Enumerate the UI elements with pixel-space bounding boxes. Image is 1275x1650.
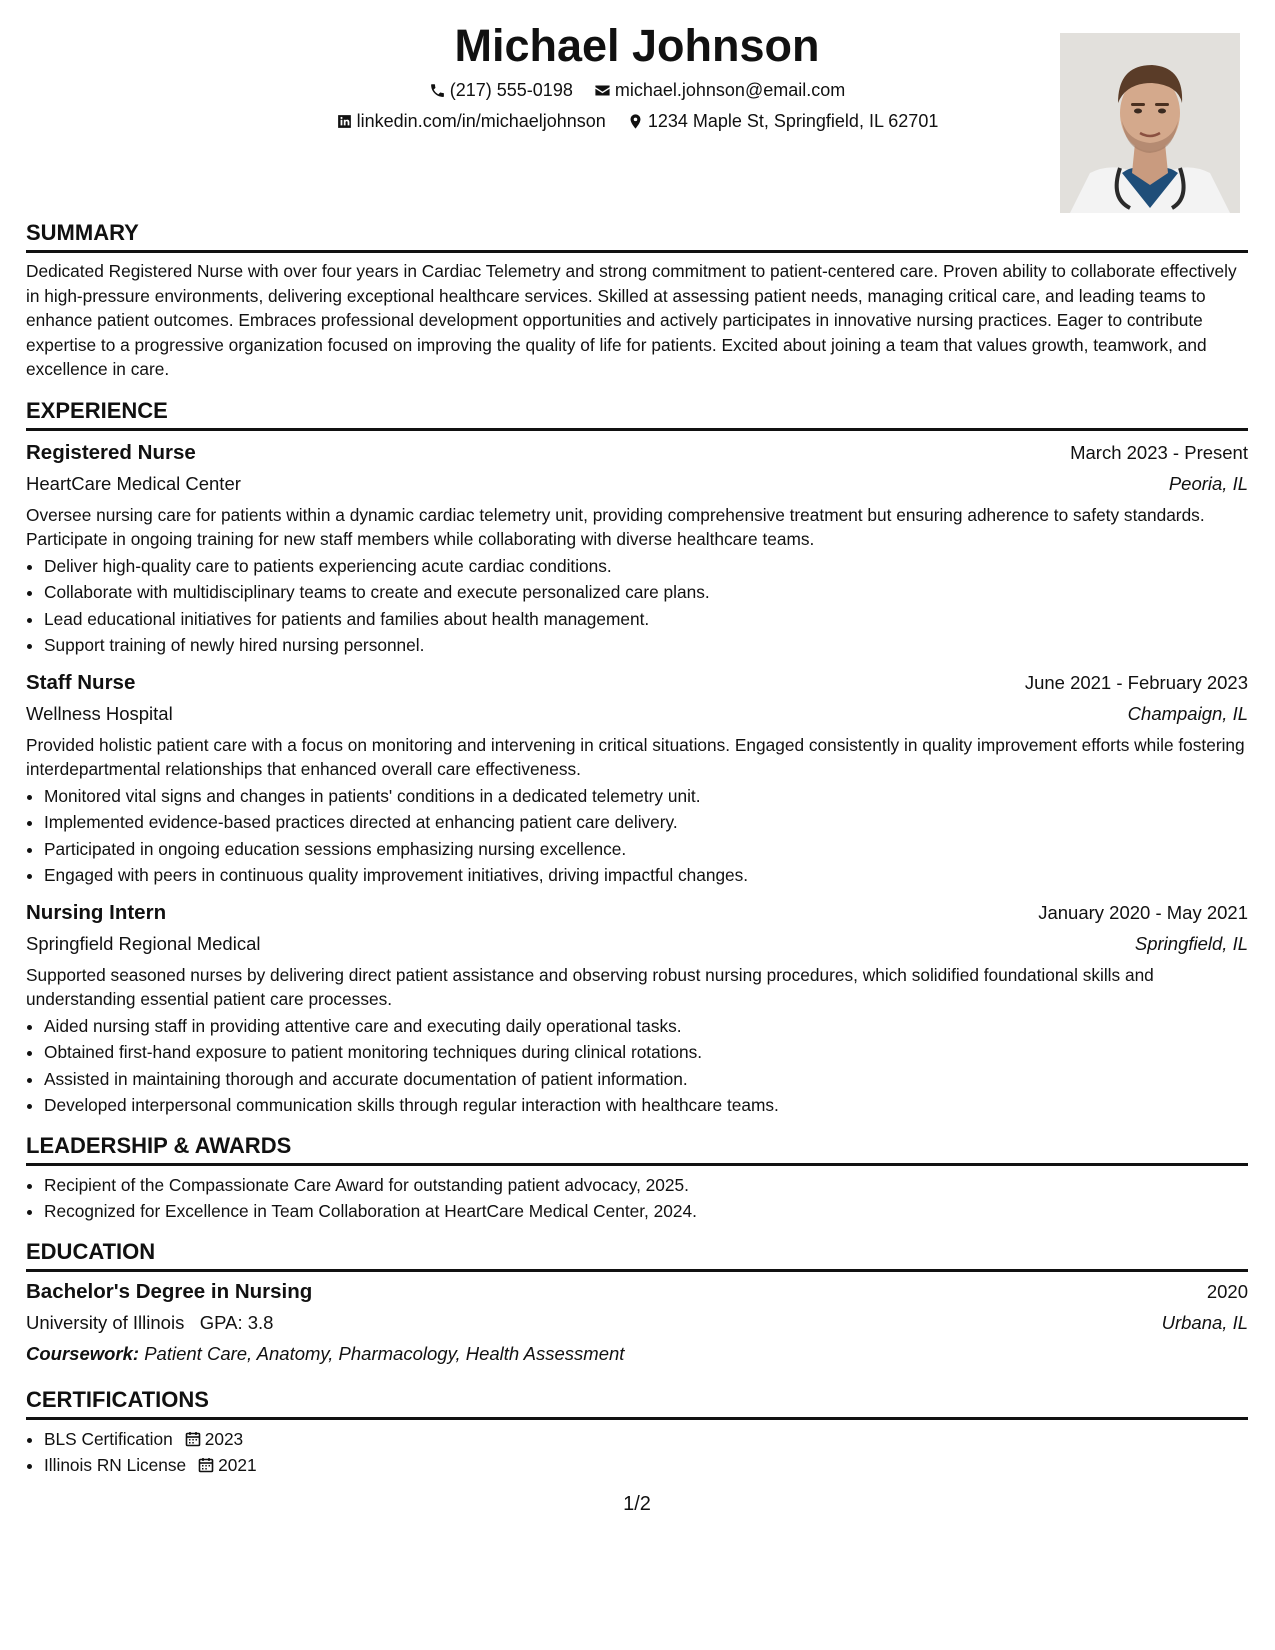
job-title: Registered Nurse (26, 440, 196, 464)
leadership-section (26, 1133, 1248, 1225)
certifications-list (26, 1426, 1248, 1479)
list-item: • Recognized for Excellence in Team Collaboration at HeartCare Medical Center, 2024. (44, 1198, 1248, 1225)
list-item: • Monitored vital signs and changes in patients' conditions in a dedicated telemetry unit. (44, 783, 1248, 810)
profile-photo (1060, 33, 1240, 213)
section-title-leadership: LEADERSHIP & AWARDS (26, 1133, 1248, 1166)
job-entry (26, 437, 1248, 659)
list-item: • Deliver high-quality care to patients experiencing acute cardiac conditions. (44, 553, 1248, 580)
list-item: • Support training of newly hired nursing personnel. (44, 632, 1248, 659)
education-section (26, 1239, 1248, 1369)
school-location: Urbana, IL (1161, 1311, 1248, 1333)
degree-title: Bachelor's Degree in Nursing (26, 1279, 313, 1303)
graduation-year: 2020 (1206, 1280, 1248, 1302)
job-title: Nursing Intern (26, 900, 167, 924)
contact-phone (429, 80, 573, 101)
list-item: • Recipient of the Compassionate Care Award for outstanding patient advocacy, 2025. (44, 1172, 1248, 1199)
summary-section (26, 220, 1248, 382)
calendar-icon (198, 1457, 214, 1473)
cert-year: 2023 (204, 1428, 244, 1449)
job-description: Supported seasoned nurses by delivering direct patient assistance and observing robust nursing procedures, which solidified foundational skills and understanding essential patient care processes. (26, 964, 1154, 1009)
section-title-summary: SUMMARY (26, 220, 1248, 253)
job-dates: June 2021 - February 2023 (1024, 671, 1248, 693)
job-bullets (26, 783, 1248, 889)
phone-icon (429, 82, 446, 99)
job-company: Springfield Regional Medical (26, 932, 261, 954)
portrait-image (1060, 33, 1240, 213)
job-bullets (26, 553, 1248, 659)
list-item: • Assisted in maintaining thorough and accurate documentation of patient information. (44, 1066, 1248, 1093)
map-pin-icon (627, 113, 644, 130)
linkedin-text: linkedin.com/in/michaeljohnson (356, 111, 606, 131)
education-entry (26, 1276, 1248, 1369)
list-item: • Participated in ongoing education sessions emphasizing nursing excellence. (44, 836, 1248, 863)
job-location: Champaign, IL (1127, 702, 1248, 724)
phone-text: (217) 555-0198 (449, 80, 573, 100)
email-text: michael.johnson@email.com (614, 80, 846, 100)
list-item: • Lead educational initiatives for patients and families about health management. (44, 606, 1248, 633)
list-item: • Obtained first-hand exposure to patient monitoring techniques during clinical rotations. (44, 1039, 1248, 1066)
contact-address (627, 111, 939, 132)
summary-text: Dedicated Registered Nurse with over four years in Cardiac Telemetry and strong commitment to patient-centered care. Proven ability to collaborate effectively in high-pressure environments, delivering exceptional healthcare services. Skilled at assessing patient needs, managing critical care, and leading teams to enhance patient outcomes. Embraces professional development opportunities and actively participates in innovative nursing practices. Eager to contribute expertise to a progressive organization focused on improving the quality of life for patients. Excited about joining a team that values growth, teamwork, and excellence in care. (26, 261, 1237, 379)
section-title-education: EDUCATION (26, 1239, 1248, 1272)
page-number: 1/2 (623, 1493, 651, 1515)
list-item: • Engaged with peers in continuous quality improvement initiatives, driving impactful changes. (44, 862, 1248, 889)
resume-header (26, 0, 1248, 212)
envelope-icon (594, 82, 611, 99)
coursework-list: Patient Care, Anatomy, Pharmacology, Health Assessment (144, 1342, 625, 1364)
coursework-label: Coursework: (26, 1342, 140, 1364)
list-item: • Aided nursing staff in providing attentive care and executing daily operational tasks. (44, 1013, 1248, 1040)
calendar-icon (185, 1431, 201, 1447)
job-company: Wellness Hospital (26, 702, 173, 724)
linkedin-icon (336, 113, 353, 130)
awards-list (26, 1172, 1248, 1225)
cert-name: • BLS Certification (44, 1428, 173, 1449)
gpa: GPA: 3.8 (199, 1311, 274, 1333)
contact-linkedin (336, 111, 606, 132)
list-item (44, 1426, 1248, 1453)
job-description: Oversee nursing care for patients within a dynamic cardiac telemetry unit, providing comprehensive treatment but ensuring adherence to safety standards. Participate in ongoing training for new staff members while collaborating with diverse healthcare teams. (26, 504, 1205, 549)
job-bullets (26, 1013, 1248, 1119)
coursework (26, 1338, 1248, 1369)
list-item: • Implemented evidence-based practices directed at enhancing patient care delivery. (44, 809, 1248, 836)
school-name: University of Illinois (26, 1311, 185, 1333)
job-location: Peoria, IL (1168, 472, 1248, 494)
job-location: Springfield, IL (1134, 932, 1248, 954)
contact-email (594, 80, 845, 101)
job-company: HeartCare Medical Center (26, 472, 241, 494)
section-title-experience: EXPERIENCE (26, 398, 1248, 431)
job-dates: March 2023 - Present (1070, 441, 1248, 463)
job-dates: January 2020 - May 2021 (1038, 901, 1248, 923)
job-entry (26, 897, 1248, 1119)
resume-page (26, 0, 1248, 1650)
address-text: 1234 Maple St, Springfield, IL 62701 (647, 111, 939, 131)
job-description: Provided holistic patient care with a focus on monitoring and intervening in critical situations. Engaged consistently in quality improvement efforts while fostering interdepartmental relationships that enhanced overall care effectiveness. (26, 734, 1245, 779)
job-title: Staff Nurse (26, 670, 136, 694)
candidate-name: Michael Johnson (454, 20, 820, 71)
school-info (26, 1307, 273, 1338)
experience-section (26, 398, 1248, 1119)
list-item (44, 1452, 1248, 1479)
list-item: • Developed interpersonal communication skills through regular interaction with healthcare teams. (44, 1092, 1248, 1119)
job-entry (26, 667, 1248, 889)
cert-year: 2021 (218, 1455, 257, 1475)
cert-name: • Illinois RN License (44, 1455, 187, 1475)
section-title-certifications: CERTIFICATIONS (26, 1387, 1248, 1420)
certifications-section (26, 1387, 1248, 1479)
list-item: • Collaborate with multidisciplinary teams to create and execute personalized care plans. (44, 579, 1248, 606)
